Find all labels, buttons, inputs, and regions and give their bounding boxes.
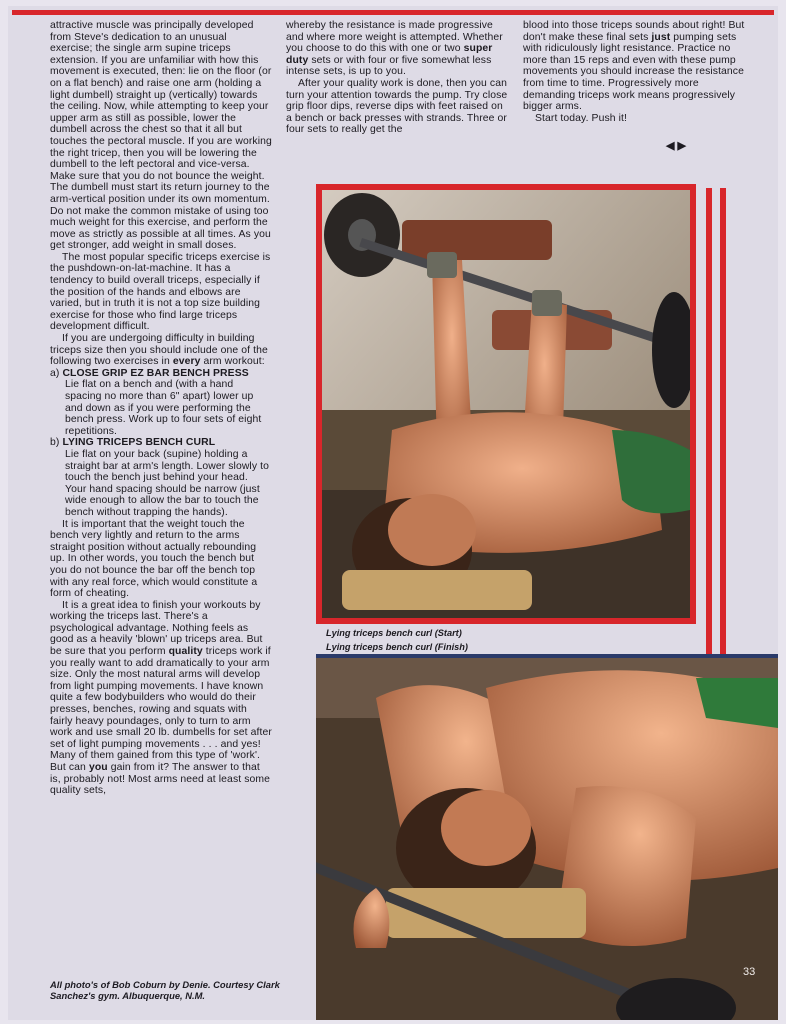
paragraph: whereby the resistance is made progressive and where more weight is attempted. Whether you choose to do this with one or two super duty sets or with four or five somewhat less intense sets, is up to you.	[286, 20, 503, 78]
decorative-stripe	[720, 188, 726, 656]
paragraph: The most popular specific triceps exercise is the pushdown-on-lat-machine. It has a tendency to build overall triceps, especially if the position of the hands and elbows are varied, but in truth it is not a top size building exercise for those who find large triceps development difficult.	[50, 251, 271, 333]
exercise-description: Lie flat on a bench and (with a hand spacing no more than 6" apart) lower up and down as if you were performing the bench press. Work up to four sets of eight repetitions.	[65, 379, 262, 437]
photo-illustration	[316, 658, 778, 1020]
paragraph: blood into those triceps sounds about right! But don't make these final sets just pumping sets with ridiculously light resistance. Practice no more than 15 reps and even with these pump movements you should increase the resistance from time to time. Progressively more demanding triceps work means progressively bigger arms.	[523, 20, 745, 113]
top-red-rule	[12, 10, 774, 15]
article-column-2	[286, 20, 510, 136]
paragraph: It is important that the weight touch the bench very lightly and return to the arms straight position without actually rebounding up. In other words, you touch the bench but you do not bounce the bar off the bench top with any real force, which would constitute a form of cheating.	[50, 518, 258, 600]
paragraph: It is a great idea to finish your workouts by working the triceps last. There's a psychological advantage. Nothing feels as good as a heavily 'blown' up triceps area. But be sure that you perform quality triceps work if you really want to add dramatically to your arm size. Only the most natural arms will develop from light pumping movements. I have known quite a few bodybuilders who would do their presses, benches, rowing and squats with fairly heavy poundages, only to turn to arm work and use small 20 lb. dumbells for set after set of light pumping movements . . . and yes! Many of them gained from this type of 'work'. But can you gain from it? The answer to that is, probably not! Most arms need at least some quality sets,	[50, 599, 272, 797]
photo-credit: All photo's of Bob Coburn by Denie. Courtesy Clark Sanchez's gym. Albuquerque, N.M.	[50, 979, 280, 1001]
paragraph: Start today. Push it!	[535, 112, 628, 124]
paragraph: attractive muscle was principally developed from Steve's dedication to an unusual exercise; the single arm supine triceps extension. If you are unfamiliar with how this movement is executed, then: lie on the floor (or on a flat bench) and raise one arm (holding a light dumbell) straight up (vertically) towards the ceiling. Now, while attempting to keep your upper arm as still as possible, lower the dumbell across the chest so that it all but touches the pectoral muscle. If you are working the right tricep, then you will be lowering the dumbell to the left pectoral and vice-versa. Make sure that you do not bounce the weight. The dumbell must start its return journey to the arm-vertical position under its own momentum. Do not make the common mistake of using too much weight for this exercise, and perform the move as strictly as possible at all times. As you get stronger, add weight in small doses.	[50, 20, 272, 252]
exercise-item-a: a) CLOSE GRIP EZ BAR BENCH PRESS Lie flat on a bench and (with a hand spacing no more than 6" apart) lower up and down as if you were performing the bench press. Work up to four sets of eight repetitions.	[50, 368, 272, 438]
photo-bench-curl-finish	[316, 658, 778, 1020]
page-number: 33	[743, 966, 756, 978]
exercise-item-b: b) LYING TRICEPS BENCH CURL Lie flat on your back (supine) holding a straight bar at arm's length. Lower slowly to touch the bench just behind your head. Your hand spacing should be narrow (just wide enough to allow the bar to touch the bench without trapping the hands).	[50, 437, 272, 518]
article-column-3	[523, 20, 747, 124]
photo-caption-start: Lying triceps bench curl (Start)	[326, 628, 462, 638]
photo-illustration	[322, 190, 690, 618]
paragraph: If you are undergoing difficulty in building triceps size then you should include one of the following two exercises in every arm workout:	[50, 333, 268, 368]
exercise-title: LYING TRICEPS BENCH CURL	[62, 437, 216, 449]
magazine-page	[8, 6, 778, 1020]
decorative-stripe	[706, 188, 712, 656]
photo-bench-curl-start	[322, 190, 690, 618]
end-of-article-icon: ◀ ▶	[666, 140, 686, 152]
photo-caption-finish: Lying triceps bench curl (Finish)	[326, 642, 468, 652]
article-column-1	[50, 20, 272, 797]
paragraph: After your quality work is done, then you can turn your attention towards the pump. Try close grip floor dips, reverse dips with feet raised on a bench or back presses with strands. Three or four sets to really get the	[286, 77, 508, 136]
exercise-title: CLOSE GRIP EZ BAR BENCH PRESS	[62, 367, 249, 379]
exercise-description: Lie flat on your back (supine) holding a straight bar at arm's length. Lower slowly to touch the bench just behind your head. Your hand spacing should be narrow (just wide enough to allow the bar to touch the bench without trapping the hands).	[65, 448, 269, 518]
